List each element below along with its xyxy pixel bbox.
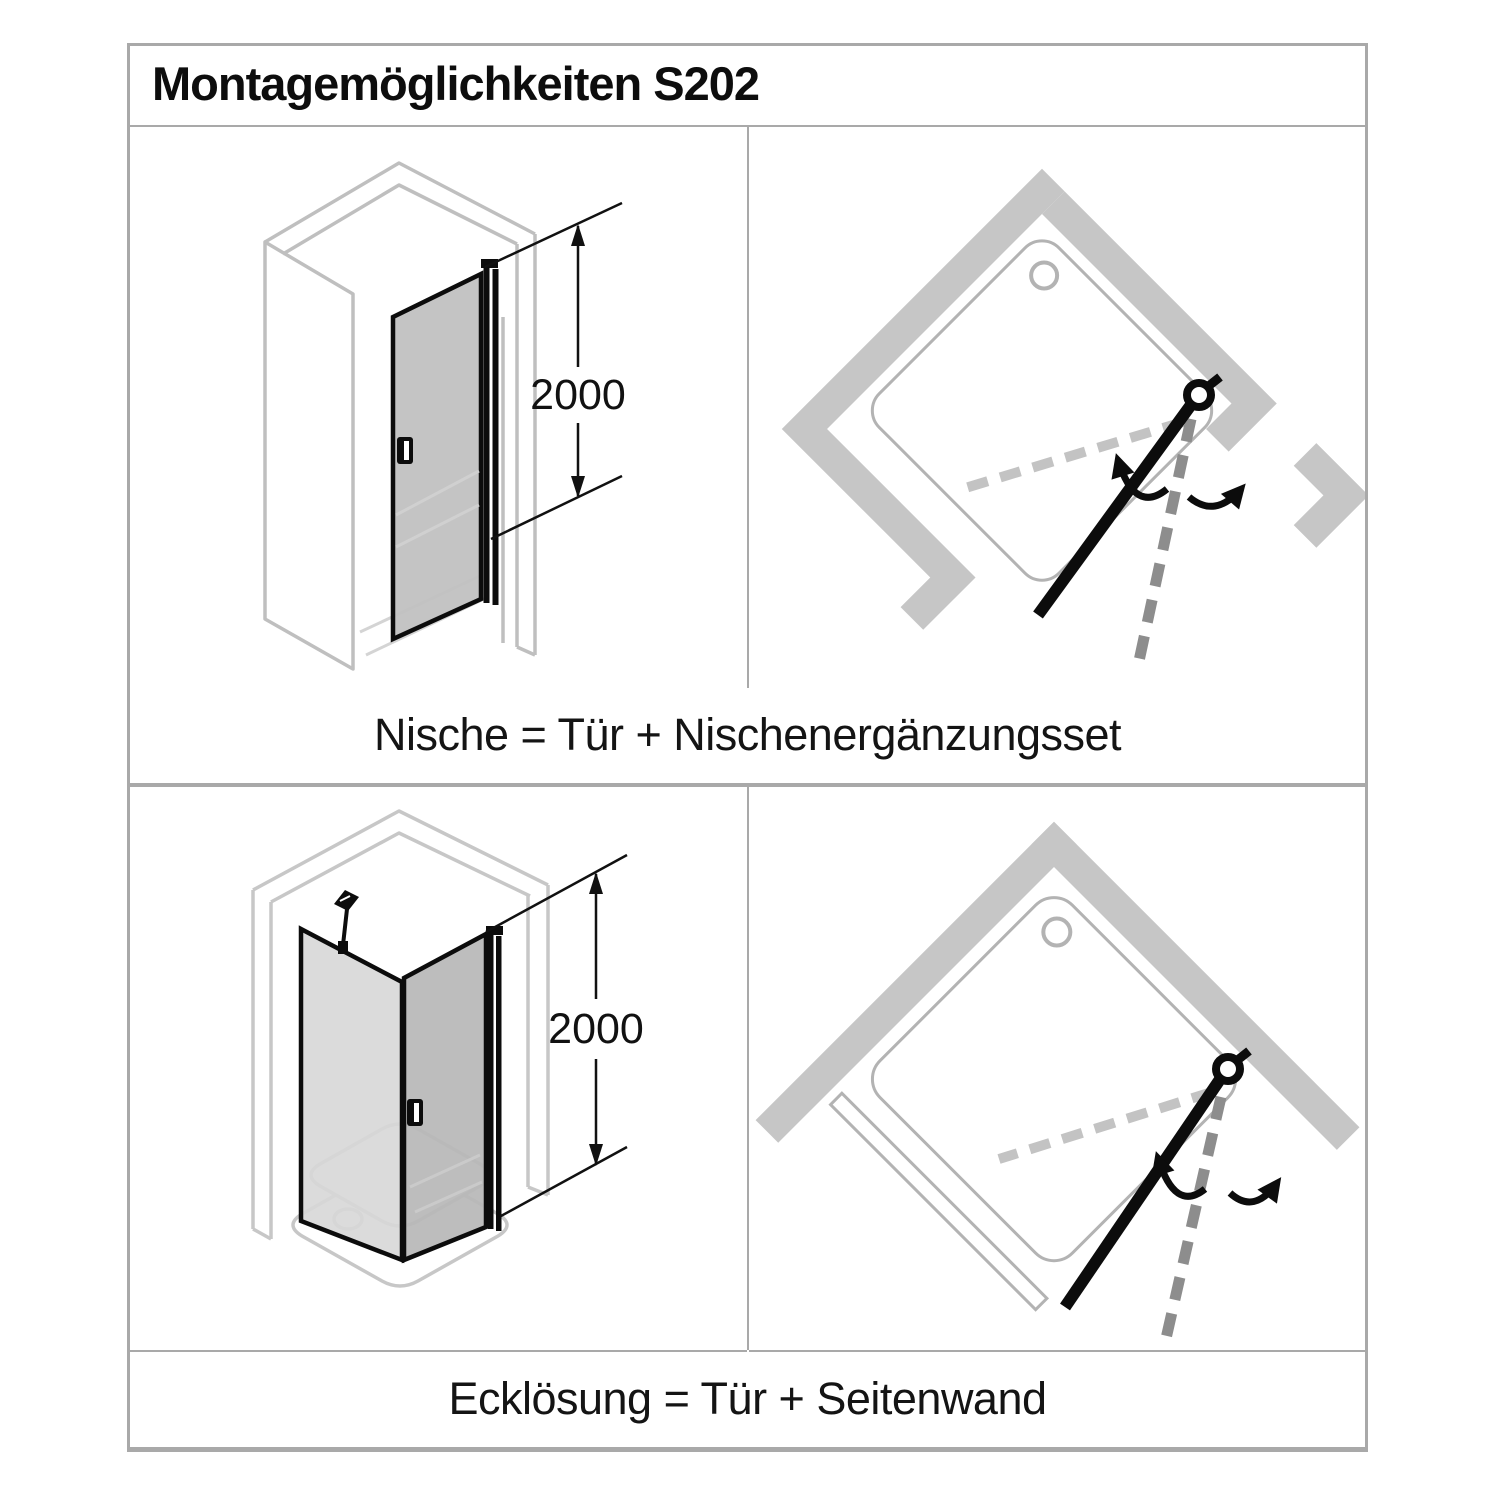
corner-dimension-label: 2000 <box>548 1005 644 1053</box>
hinge-profile-cap <box>481 259 498 268</box>
sheet-title-row <box>130 46 1365 127</box>
shower-head <box>334 890 359 954</box>
niche-dimension-label: 2000 <box>530 371 626 419</box>
corner-plan-diagram <box>749 787 1365 1348</box>
corner-plan-walls <box>756 822 1360 1348</box>
swing-arrow-outward <box>1230 1183 1277 1202</box>
swing-arrow-outward <box>1189 489 1241 506</box>
corner-caption: Ecklösung = Tür + Seitenwand <box>448 1373 1047 1424</box>
niche-plan-diagram <box>749 127 1365 688</box>
niche-door <box>393 259 499 639</box>
montage-sheet <box>127 43 1368 1452</box>
niche-caption-row <box>130 688 1365 787</box>
corner-isometric-diagram <box>130 787 747 1348</box>
niche-isometric-cell <box>130 127 747 688</box>
sheet-title: Montagemöglichkeiten S202 <box>152 57 760 110</box>
hinge-profile-bar <box>488 934 494 1229</box>
niche-caption: Nische = Tür + Nischenergänzungsset <box>373 709 1122 760</box>
corner-caption-row <box>130 1352 1365 1447</box>
corner-plan-cell <box>749 787 1365 1352</box>
niche-plan-cell <box>749 127 1365 688</box>
side-wall-glass <box>301 929 402 1260</box>
dim-arrow-up <box>571 224 585 246</box>
niche-isometric-diagram <box>130 127 747 688</box>
door-hinge-pivot <box>1187 383 1211 407</box>
corner-isometric-cell <box>130 787 747 1352</box>
hinge-profile-bar <box>484 267 490 603</box>
niche-plan-walls <box>752 169 1365 688</box>
door-hinge-pivot <box>1216 1057 1240 1081</box>
